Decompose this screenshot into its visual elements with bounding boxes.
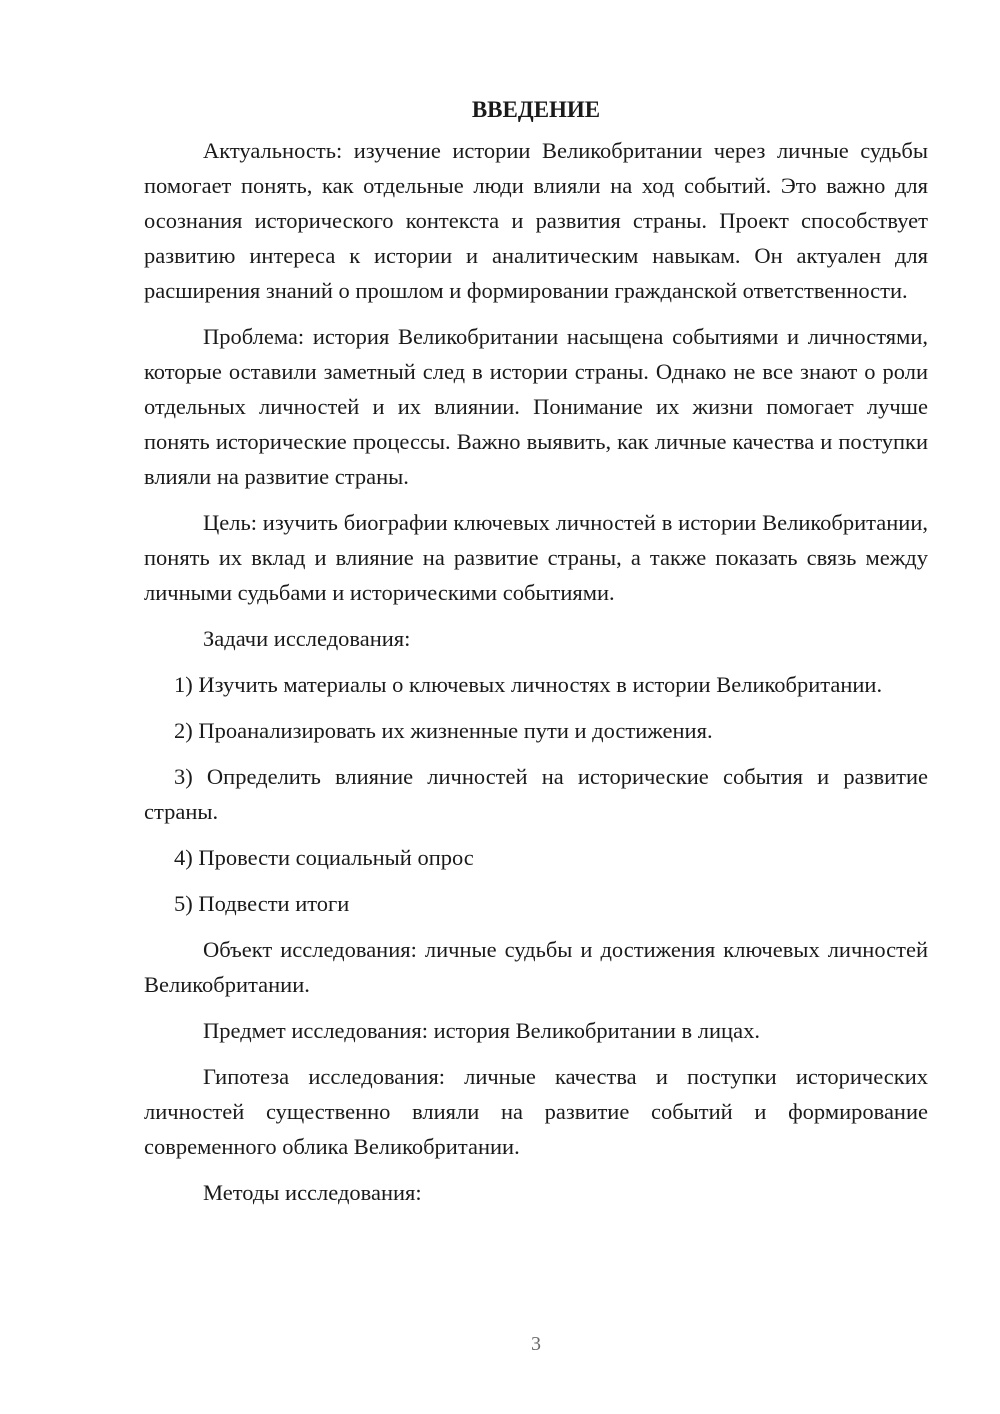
object-paragraph: Объект исследования: личные судьбы и достижения ключевых личностей Великобритании. [144, 937, 928, 997]
page-title: ВВЕДЕНИЕ [471, 97, 601, 122]
task-item-5: 5) Подвести итоги [174, 891, 350, 916]
goal-paragraph: Цель: изучить биографии ключевых личностей в истории Великобритании, понять их вклад и влияние на развитие страны, а также показать связь между личными судьбами и историческими событиями. [144, 510, 928, 605]
document-page [144, 92, 928, 1221]
methods-paragraph: Методы исследования: [203, 1180, 422, 1205]
relevance-paragraph: Актуальность: изучение истории Великобритании через личные судьбы помогает понять, как отдельные люди влияли на ход событий. Это важно для осознания исторического контекста и развития страны. Проект способствует развитию интереса к истории и аналитическим навыкам. Он актуален для расширения знаний о прошлом и формировании гражданской ответственности. [144, 138, 928, 303]
task-item-3: 3) Определить влияние личностей на исторические события и развитие страны. [144, 764, 928, 824]
page-number: 3 [531, 1333, 541, 1355]
task-item-1: 1) Изучить материалы о ключевых личностях в истории Великобритании. [174, 672, 883, 697]
task-item-2: 2) Проанализировать их жизненные пути и достижения. [174, 718, 713, 743]
hypothesis-paragraph: Гипотеза исследования: личные качества и поступки исторических личностей существенно влияли на развитие событий и формирование современного облика Великобритании. [144, 1064, 928, 1159]
tasks-heading: Задачи исследования: [203, 626, 411, 651]
task-item-4: 4) Провести социальный опрос [174, 845, 474, 870]
problem-paragraph: Проблема: история Великобритании насыщена событиями и личностями, которые оставили заметный след в истории страны. Однако не все знают о роли отдельных личностей и их влиянии. Понимание их жизни помогает лучше понять исторические процессы. Важно выявить, как личные качества и поступки влияли на развитие страны. [144, 324, 928, 489]
subject-paragraph: Предмет исследования: история Великобритании в лицах. [203, 1018, 760, 1043]
